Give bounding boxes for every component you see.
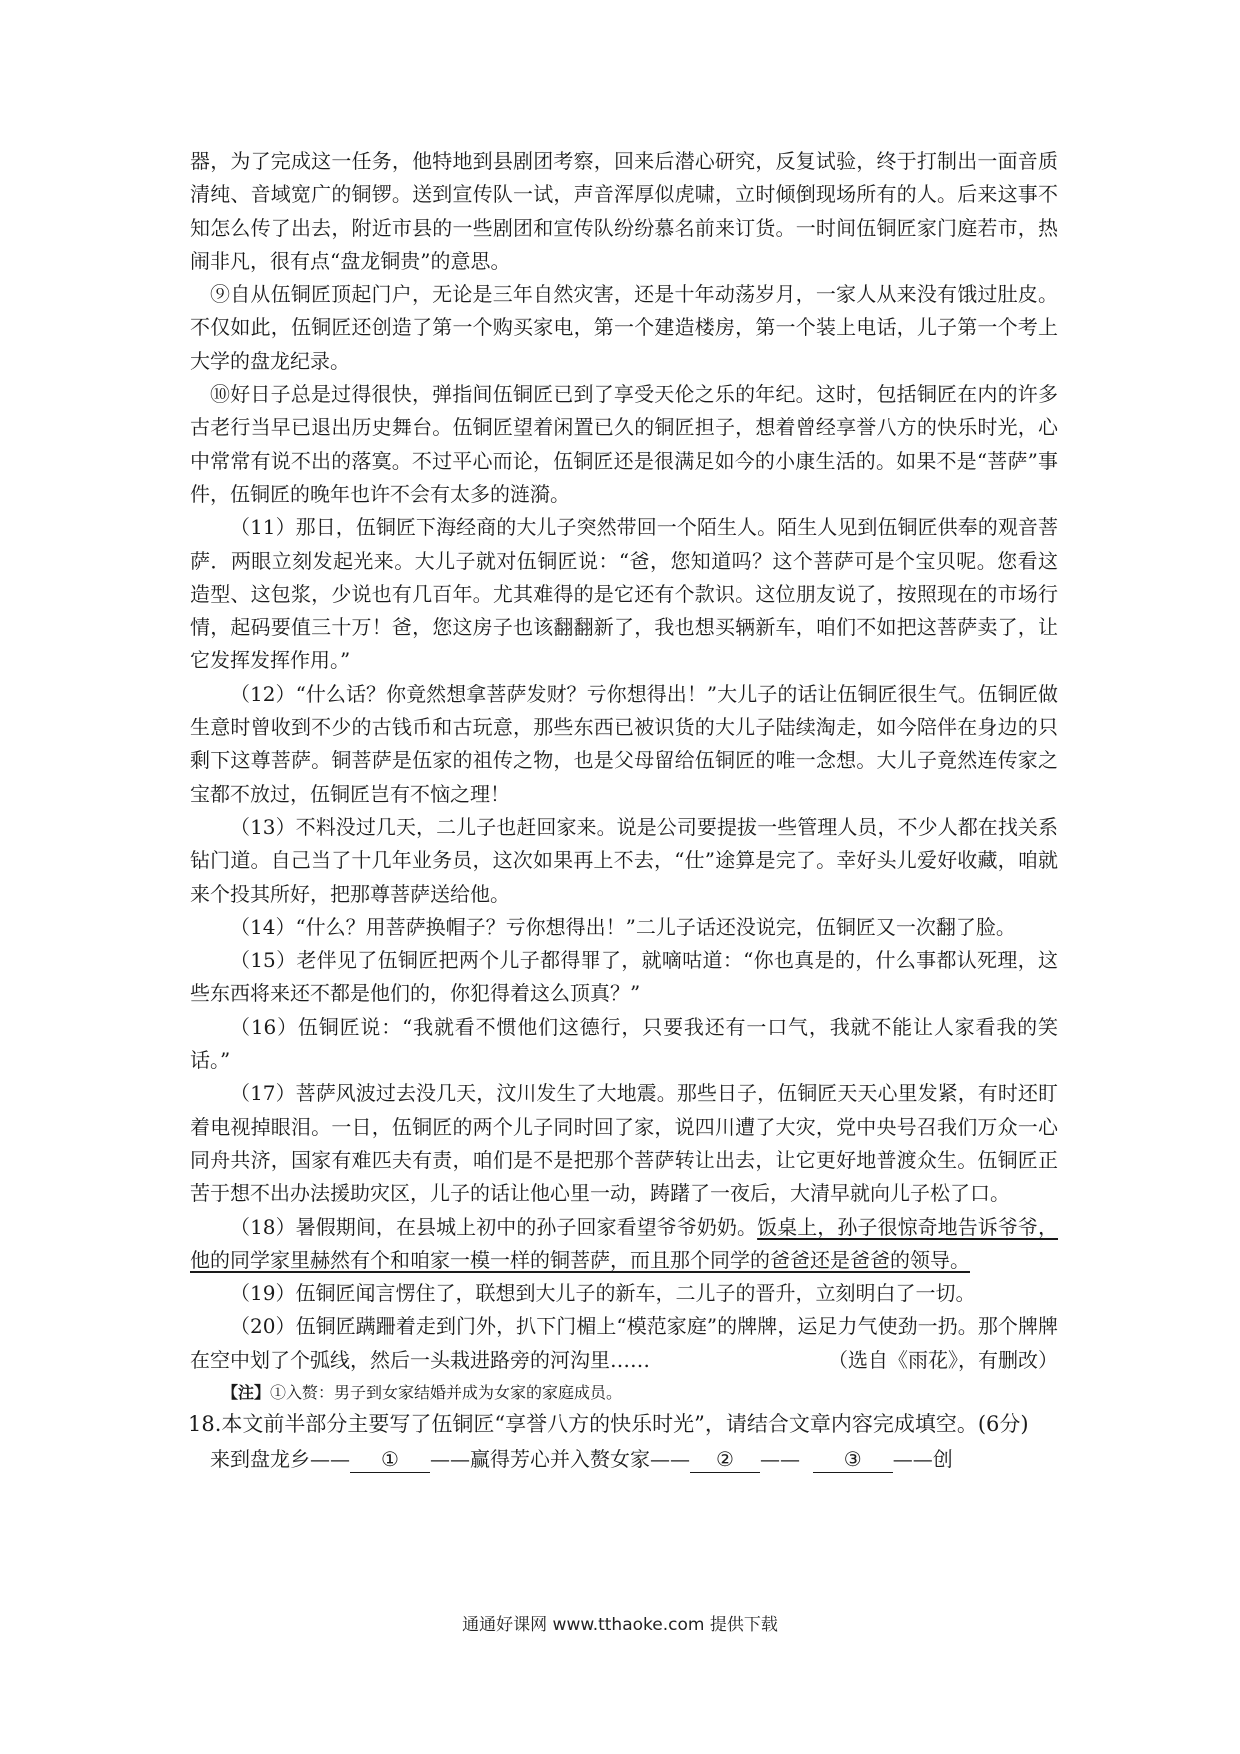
fill-seg-4: ——创 [892,1446,953,1471]
paragraph-18-underlined: 饭桌上，孙子很惊奇地告诉爷爷，他的同学家里赫然有个和咱家一模一样的铜菩萨，而且那个同学的爸爸还是爸爸的领导。 [190,1214,1059,1272]
paragraph-9: ⑨自从伍铜匠顶起门户，无论是三年自然灾害，还是十年动荡岁月，一家人从来没有饿过肚皮。不仅如此，伍铜匠还创造了第一个购买家电，第一个建造楼房，第一个装上电话，儿子第一个考上大学的盘龙纪录。 [190,282,1058,373]
paragraph-19: （19）伍铜匠闻言愣住了，联想到大儿子的新车，二儿子的晋升，立刻明白了一切。 [230,1281,976,1306]
fill-in-line [190,1441,1058,1477]
paragraph-17: （17）菩萨风波过去没几天，汶川发生了大地震。那些日子，伍铜匠天天心里发紧，有时还盯着电视掉眼泪。一日，伍铜匠的两个儿子同时回了家，说四川遭了大灾，党中央号召我们万众一心同舟共济，国家有难匹夫有责，咱们是不是把那个菩萨转让出去，让它更好地普渡众生。伍铜匠正苦于想不出办法援助灾区，儿子的话让他心里一动，踌躇了一夜后，大清早就向儿子松了口。 [190,1081,1058,1206]
paragraph-18 [190,1211,1058,1278]
paragraph-14: （14）“什么？用菩萨换帽子？亏你想得出！”二儿子话还没说完，伍铜匠又一次翻了脸。 [230,914,1016,939]
footnote-text: ①入赘：男子到女家结婚并成为女家的家庭成员。 [270,1382,623,1402]
paragraph-20-text: （20）伍铜匠蹒跚着走到门外，扒下门楣上“模范家庭”的牌牌，运足力气使劲一扔。那个牌牌在空中划了个弧线，然后一头栽进路旁的河沟里…… [190,1314,1058,1372]
footnote [190,1379,1058,1407]
download-footer: 通通好课网 www.tthaoke.com 提供下载 [462,1615,778,1635]
question-18: 18.本文前半部分主要写了伍铜匠“享誉八方的快乐时光”，请结合文章内容完成填空。(6分) [188,1411,1029,1436]
blank-3[interactable]: ③ [813,1446,893,1473]
fill-seg-2: ——赢得芳心并入赘女家—— [430,1446,690,1471]
paragraph-8-continued: 器，为了完成这一任务，他特地到县剧团考察，回来后潜心研究，反复试验，终于打制出一面音质清纯、音域宽广的铜锣。送到宣传队一试，声音浑厚似虎啸，立时倾倒现场所有的人。后来这事不知怎么传了出去，附近市县的一些剧团和宣传队纷纷慕名前来订货。一时间伍铜匠家门庭若市，热闹非凡，很有点“盘龙铜贵”的意思。 [190,149,1058,273]
paragraph-20 [190,1310,1058,1377]
footnote-label: 【注】 [222,1382,271,1402]
paragraph-16: （16）伍铜匠说：“我就看不惯他们这德行，只要我还有一口气，我就不能让人家看我的笑话。” [190,1014,1058,1073]
blank-1[interactable]: ① [350,1446,430,1473]
source-citation: （选自《雨花》，有删改） [828,1347,1058,1372]
paragraph-11: （11）那日，伍铜匠下海经商的大儿子突然带回一个陌生人。陌生人见到伍铜匠供奉的观音菩萨．两眼立刻发起光来。大儿子就对伍铜匠说：“爸，您知道吗？这个菩萨可是个宝贝呢。您看这造型、这包浆，少说也有几百年。尤其难得的是它还有个款识。这位朋友说了，按照现在的市场行情，起码要值三十万！爸，您这房子也该翻翻新了，我也想买辆新车，咱们不如把这菩萨卖了，让它发挥发挥作用。” [190,515,1058,673]
paragraph-13: （13）不料没过几天，二儿子也赶回家来。说是公司要提拔一些管理人员，不少人都在找关系钻门道。自己当了十几年业务员，这次如果再上不去，“仕”途算是完了。幸好头儿爱好收藏，咱就来个投其所好，把那尊菩萨送给他。 [190,814,1058,906]
blank-2[interactable]: ② [690,1446,760,1473]
paragraph-18-text: （18）暑假期间，在县城上初中的孙子回家看望爷爷奶奶。 [230,1214,758,1239]
paragraph-15: （15）老伴见了伍铜匠把两个儿子都得罪了，就嘀咕道：“你也真是的，什么事都认死理，这些东西将来还不都是他们的，你犯得着这么顶真？” [190,948,1058,1006]
document-body [190,145,1058,1477]
fill-seg-3: —— [760,1446,800,1471]
paragraph-12: （12）“什么话？你竟然想拿菩萨发财？亏你想得出！”大儿子的话让伍铜匠很生气。伍铜匠做生意时曾收到不少的古钱币和古玩意，那些东西已被识货的大儿子陆续淘走，如今陪伴在身边的只剩下这尊菩萨。铜菩萨是伍家的祖传之物，也是父母留给伍铜匠的唯一念想。大儿子竟然连传家之宝都不放过，伍铜匠岂有不恼之理！ [190,681,1058,806]
paragraph-10: ⑩好日子总是过得很快，弹指间伍铜匠已到了享受天伦之乐的年纪。这时，包括铜匠在内的许多古老行当早已退出历史舞台。伍铜匠望着闲置已久的铜匠担子，想着曾经享誉八方的快乐时光，心中常常有说不出的落寞。不过平心而论，伍铜匠还是很满足如今的小康生活的。如果不是“菩萨”事件，伍铜匠的晚年也许不会有太多的涟漪。 [190,382,1058,506]
fill-seg-1: 来到盘龙乡—— [210,1446,350,1471]
